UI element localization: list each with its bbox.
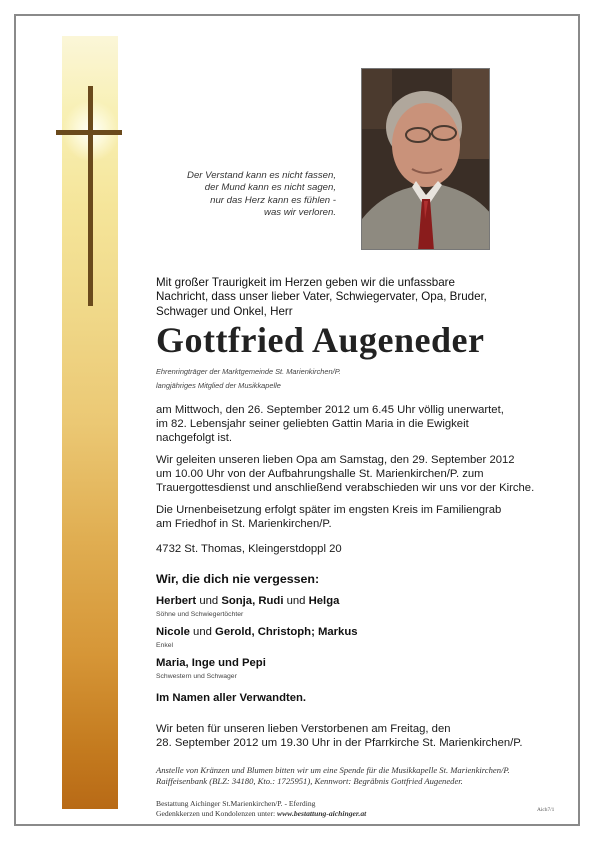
- address-text: 4732 St. Thomas, Kleingerstdoppl 20: [156, 543, 342, 555]
- mourner-relation: Schwestern und Schwager: [156, 673, 237, 680]
- mourner-name: Helga: [308, 595, 340, 607]
- portrait-photo: [361, 68, 490, 250]
- paragraph-line: Trauergottesdienst und anschließend verabschieden wir uns vor der Kirche.: [156, 482, 535, 495]
- paragraph-line: am Friedhof in St. Marienkirchen/P.: [156, 518, 332, 531]
- footer-line: [156, 809, 366, 819]
- paragraph-line: im 82. Lebensjahr seiner geliebten Gattin Maria in die Ewigkeit: [156, 418, 469, 431]
- mourner-name: Herbert: [156, 595, 197, 607]
- footer: [156, 799, 366, 819]
- document-code: Aich7/1: [537, 807, 555, 813]
- paragraph-line: am Mittwoch, den 26. September 2012 um 6.45 Uhr völlig unerwartet,: [156, 404, 504, 416]
- funeral-paragraph: [156, 453, 566, 496]
- address-line: [156, 542, 566, 556]
- intro-line: Mit großer Traurigkeit im Herzen geben wir die unfassbare: [156, 276, 455, 289]
- membership-title: langjähriges Mitglied der Musikkapelle: [156, 381, 281, 390]
- intro-line: Nachricht, dass unser lieber Vater, Schwiegervater, Opa, Bruder,: [156, 290, 488, 304]
- connector: und: [189, 626, 216, 638]
- paragraph-line: Wir beten für unseren lieben Verstorbenen am Freitag, den: [156, 723, 451, 735]
- connector: und: [283, 595, 309, 607]
- deceased-name: Gottfried Augeneder: [156, 320, 485, 360]
- donation-note: [156, 765, 566, 787]
- urn-paragraph: [156, 503, 566, 531]
- cross-bar: [56, 130, 122, 135]
- footer-line: Bestattung Aichinger St.Marienkirchen/P. - Eferding: [156, 799, 316, 808]
- cross-icon: [88, 86, 93, 306]
- quote-line: was wir verloren.: [264, 207, 336, 219]
- donation-line: Raiffeisenbank (BLZ: 34180, Kto.: 1725951), Kennwort: Begräbnis Gottfried Augeneder.: [156, 776, 463, 786]
- quote-line: der Mund kann es nicht sagen,: [204, 182, 336, 194]
- paragraph-line: Wir geleiten unseren lieben Opa am Samstag, den 29. September 2012: [156, 454, 515, 466]
- paragraph-line: um 10.00 Uhr von der Aufbahrungshalle St. Marienkirchen/P. zum: [156, 468, 484, 481]
- donation-line: Anstelle von Kränzen und Blumen bitten wir um eine Spende für die Musikkapelle St. Marienkirchen/P.: [156, 765, 510, 775]
- honor-title: Ehrenringträger der Marktgemeinde St. Marienkirchen/P.: [156, 367, 341, 376]
- footer-prefix: Gedenkkerzen und Kondolenzen unter:: [156, 809, 278, 818]
- mourner-relation: Söhne und Schwiegertöchter: [156, 611, 244, 618]
- portrait-image: [362, 69, 490, 250]
- connector: und: [196, 595, 222, 607]
- intro-text: [156, 276, 536, 319]
- mourner-relation: Enkel: [156, 642, 174, 649]
- quote-block: [150, 170, 336, 220]
- closing-line: [156, 692, 306, 704]
- mourner-name: Gerold, Christoph; Markus: [215, 626, 358, 638]
- mourner-group-names: [156, 626, 358, 638]
- closing-text: Im Namen aller Verwandten.: [156, 692, 307, 704]
- prayer-paragraph: [156, 722, 566, 750]
- death-paragraph: [156, 403, 566, 446]
- quote-line: Der Verstand kann es nicht fassen,: [187, 170, 336, 181]
- paragraph-line: 28. September 2012 um 19.30 Uhr in der Pfarrkirche St. Marienkirchen/P.: [156, 737, 523, 750]
- website-link[interactable]: www.bestattung-aichinger.at: [277, 809, 367, 818]
- mourner-name: Nicole: [156, 626, 190, 638]
- quote-line: nur das Herz kann es fühlen -: [210, 194, 336, 206]
- intro-line: Schwager und Onkel, Herr: [156, 304, 293, 318]
- mourner-group-names: [156, 595, 339, 607]
- mourners-heading: Wir, die dich nie vergessen:: [156, 572, 320, 586]
- mourner-name: Maria, Inge und Pepi: [156, 657, 266, 669]
- mourner-group-names: [156, 657, 266, 669]
- paragraph-line: Die Urnenbeisetzung erfolgt später im engsten Kreis im Familiengrab: [156, 504, 502, 516]
- mourner-name: Sonja, Rudi: [221, 595, 284, 607]
- paragraph-line: nachgefolgt ist.: [156, 432, 232, 445]
